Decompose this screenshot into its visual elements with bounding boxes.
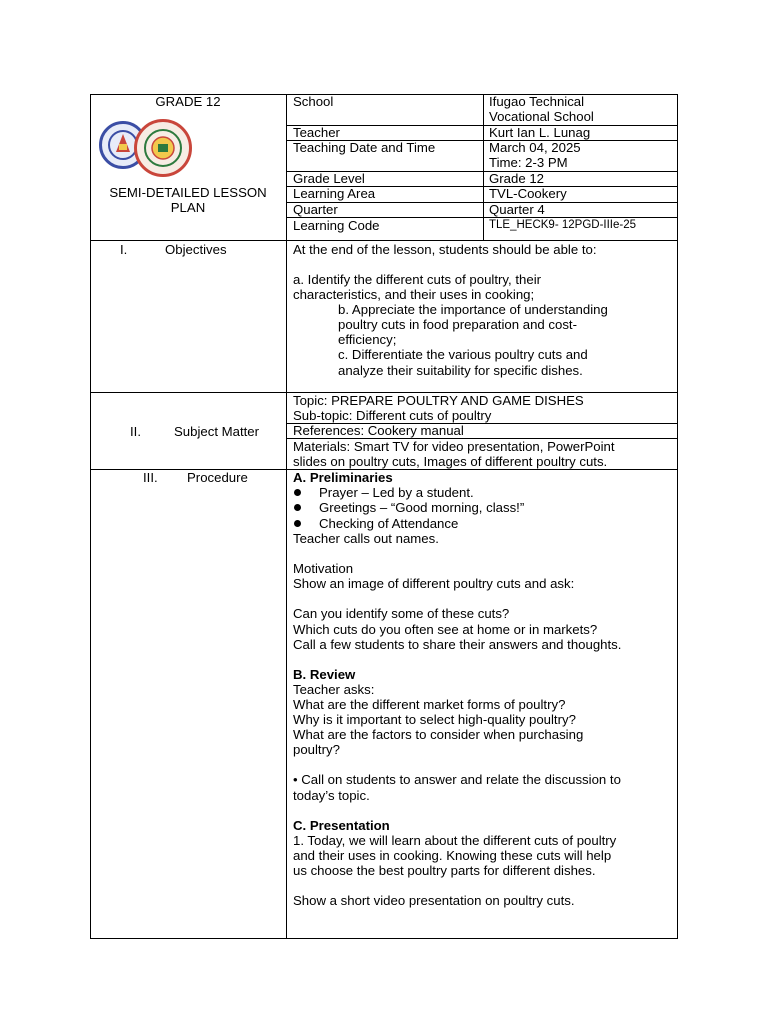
objectives-label: Objectives <box>165 242 227 257</box>
bullet-icon <box>294 489 301 496</box>
info-column-divider <box>483 94 484 240</box>
info-value-grade-level: Grade 12 <box>489 171 544 186</box>
review-call-line1: • Call on students to answer and relate the discussion to <box>293 772 621 787</box>
subject-label: Subject Matter <box>174 424 260 439</box>
objectives-intro: At the end of the lesson, students should be able to: <box>293 242 597 257</box>
review-intro: Teacher asks: <box>293 682 375 697</box>
presentation-heading: C. Presentation <box>293 818 390 833</box>
subject-materials-line1: Materials: Smart TV for video presentation, PowerPoint <box>293 439 615 454</box>
motivation-question-2: Which cuts do you often see at home or in markets? <box>293 622 598 637</box>
info-value-learning-code: TLE_HECK9- 12PGD-IIIe-25 <box>489 219 637 231</box>
review-heading: B. Review <box>293 667 356 682</box>
presentation-video-note: Show a short video presentation on poultry cuts. <box>293 893 575 908</box>
motivation-heading: Motivation <box>293 561 354 576</box>
bullet-item-prayer: Prayer – Led by a student. <box>319 485 474 500</box>
objective-c-line2: analyze their suitability for specific dishes. <box>338 363 583 378</box>
bullet-item-attendance: Checking of Attendance <box>319 516 459 531</box>
attendance-note: Teacher calls out names. <box>293 531 439 546</box>
subject-subtopic: Sub-topic: Different cuts of poultry <box>293 408 492 423</box>
section-divider <box>90 240 678 241</box>
table-border-bottom <box>90 938 678 939</box>
subject-topic: Topic: PREPARE POULTRY AND GAME DISHES <box>293 393 584 408</box>
procedure-label: Procedure <box>187 470 248 485</box>
info-value-date: March 04, 2025 <box>489 140 581 155</box>
bullet-icon <box>294 504 301 511</box>
review-question-1: What are the different market forms of poultry? <box>293 697 566 712</box>
objective-b-line2: poultry cuts in food preparation and cost- <box>338 317 577 332</box>
bullet-item-greetings: Greetings – “Good morning, class!” <box>319 500 525 515</box>
objective-a-line2: characteristics, and their uses in cooking; <box>293 287 535 302</box>
info-value-quarter: Quarter 4 <box>489 202 545 217</box>
plan-title-line2: PLAN <box>170 200 206 215</box>
info-value-teacher: Kurt Ian L. Lunag <box>489 125 591 140</box>
table-border-right <box>677 94 678 939</box>
subject-materials-line2: slides on poultry cuts, Images of different poultry cuts. <box>293 454 608 469</box>
table-column-divider <box>286 94 287 939</box>
subject-references: References: Cookery manual <box>293 423 464 438</box>
review-question-3-line2: poultry? <box>293 742 340 757</box>
presentation-line1: 1. Today, we will learn about the different cuts of poultry <box>293 833 617 848</box>
presentation-line2: and their uses in cooking. Knowing these cuts will help <box>293 848 612 863</box>
preliminaries-heading: A. Preliminaries <box>293 470 393 485</box>
school-seal-icon <box>134 119 192 177</box>
bullet-icon <box>294 520 301 527</box>
subject-numeral: II. <box>130 424 141 439</box>
info-label-quarter: Quarter <box>293 202 338 217</box>
motivation-question-3: Call a few students to share their answers and thoughts. <box>293 637 622 652</box>
objective-a-line1: a. Identify the different cuts of poultry, their <box>293 272 542 287</box>
objective-c-line1: c. Differentiate the various poultry cuts and <box>338 347 588 362</box>
info-value-time: Time: 2-3 PM <box>489 155 568 170</box>
objective-b-line1: b. Appreciate the importance of understanding <box>338 302 608 317</box>
info-label-school: School <box>293 94 334 109</box>
info-label-grade-level: Grade Level <box>293 171 365 186</box>
review-call-line2: today’s topic. <box>293 788 370 803</box>
info-row-divider <box>286 202 678 203</box>
info-label-teacher: Teacher <box>293 125 340 140</box>
info-value-learning-area: TVL-Cookery <box>489 186 567 201</box>
plan-title-line1: SEMI-DETAILED LESSON <box>109 185 267 200</box>
motivation-text: Show an image of different poultry cuts and ask: <box>293 576 575 591</box>
motivation-question-1: Can you identify some of these cuts? <box>293 606 510 621</box>
info-value-school-line2: Vocational School <box>489 109 594 124</box>
info-label-date-time: Teaching Date and Time <box>293 140 436 155</box>
objective-b-line3: efficiency; <box>338 332 397 347</box>
table-border-left <box>90 94 91 939</box>
info-value-school: Ifugao Technical <box>489 94 585 109</box>
review-question-2: Why is it important to select high-quality poultry? <box>293 712 576 727</box>
review-question-3-line1: What are the factors to consider when purchasing <box>293 727 584 742</box>
info-row-divider <box>286 125 678 126</box>
info-label-learning-area: Learning Area <box>293 186 376 201</box>
info-label-learning-code: Learning Code <box>293 218 380 233</box>
procedure-numeral: III. <box>143 470 158 485</box>
objectives-numeral: I. <box>120 242 128 257</box>
grade-heading: GRADE 12 <box>155 94 221 109</box>
presentation-line3: us choose the best poultry parts for different dishes. <box>293 863 596 878</box>
